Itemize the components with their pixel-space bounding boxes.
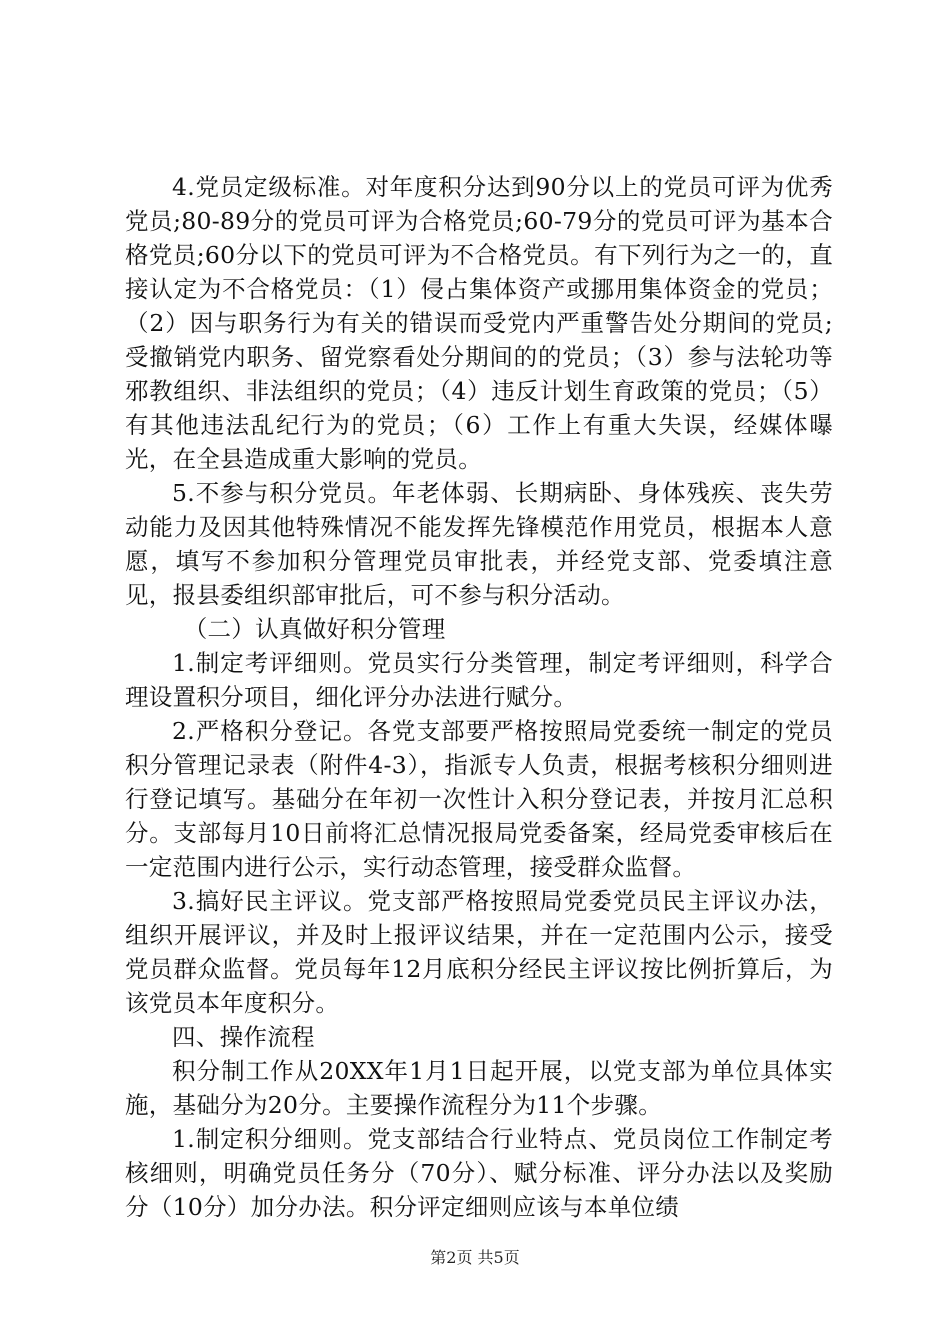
paragraph-non-participating-members: 5.不参与积分党员。年老体弱、长期病卧、身体残疾、丧失劳动能力及因其他特殊情况不能发挥先锋模范作用党员，根据本人意愿，填写不参加积分管理党员审批表，并经党支部、党委填注意见，报县委组织部审批后，可不参与积分活动。	[125, 479, 833, 609]
document-body	[125, 170, 833, 1224]
paragraph-formulate-points-rules: 1.制定积分细则。党支部结合行业特点、党员岗位工作制定考核细则，明确党员任务分（70分）、赋分标准、评分办法以及奖励分（10分）加分办法。积分评定细则应该与本单位绩	[125, 1125, 833, 1221]
page-number-footer: 第2页 共5页	[430, 1248, 520, 1267]
section-heading-points-management: （二）认真做好积分管理	[183, 615, 446, 643]
section-heading-operating-procedure: 四、操作流程	[172, 1023, 315, 1051]
paragraph-points-registration: 2.严格积分登记。各党支部要严格按照局党委统一制定的党员积分管理记录表（附件4-3），指派专人负责，根据考核积分细则进行登记填写。基础分在年初一次性计入积分登记表，并按月汇总积分。支部每月10日前将汇总情况报局党委备案，经局党委审核后在一定范围内进行公示，实行动态管理，接受群众监督。	[125, 717, 833, 881]
paragraph-party-member-grading-standard: 4.党员定级标准。对年度积分达到90分以上的党员可评为优秀党员;80-89分的党员可评为合格党员;60-79分的党员可评为基本合格党员;60分以下的党员可评为不合格党员。有下列行为之一的，直接认定为不合格党员：（1）侵占集体资产或挪用集体资金的党员；（2）因与职务行为有关的错误而受党内严重警告处分期间的党员;受撤销党内职务、留党察看处分期间的的党员；（3）参与法轮功等邪教组织、非法组织的党员；（4）违反计划生育政策的党员；（5）有其他违法乱纪行为的党员；（6）工作上有重大失误，经媒体曝光，在全县造成重大影响的党员。	[125, 173, 833, 473]
paragraph-democratic-evaluation: 3.搞好民主评议。党支部严格按照局党委党员民主评议办法，组织开展评议，并及时上报评议结果，并在一定范围内公示，接受党员群众监督。党员每年12月底积分经民主评议按比例折算后，为该党员本年度积分。	[125, 887, 833, 1017]
paragraph-procedure-overview: 积分制工作从20XX年1月1日起开展，以党支部为单位具体实施，基础分为20分。主要操作流程分为11个步骤。	[125, 1057, 833, 1119]
paragraph-evaluation-rules: 1.制定考评细则。党员实行分类管理，制定考评细则，科学合理设置积分项目，细化评分办法进行赋分。	[125, 649, 833, 711]
